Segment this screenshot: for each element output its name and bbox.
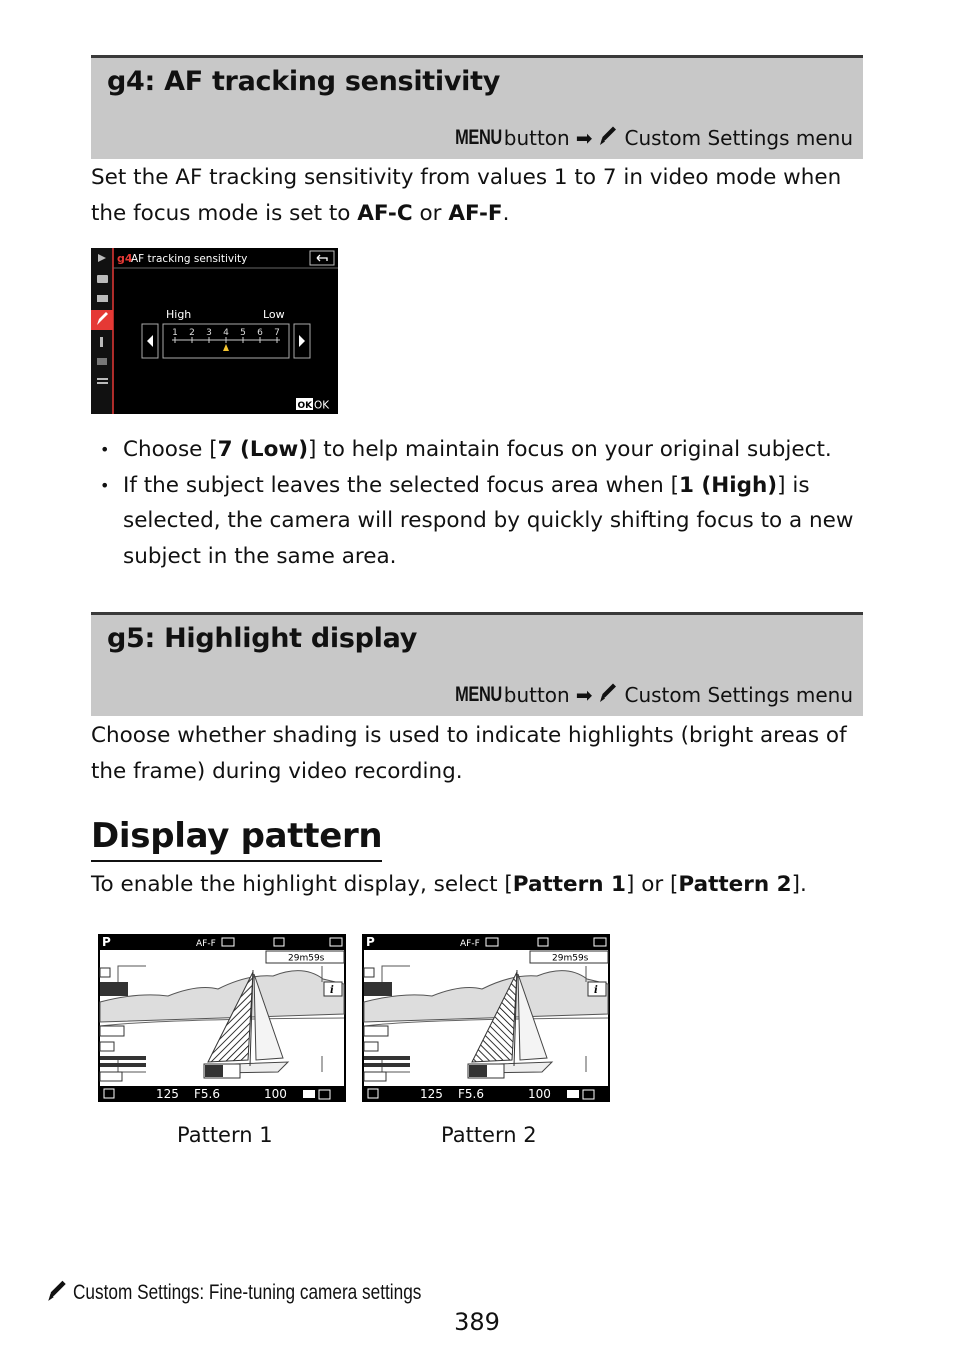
text-run: To enable the highlight display, select [ <box>91 872 513 897</box>
bullet-dot: • <box>100 475 110 495</box>
text-bold: AF-C <box>357 200 413 226</box>
bullet-text <box>123 432 860 468</box>
text-bold: 7 (Low) <box>217 437 309 462</box>
display-pattern-intro <box>91 867 863 903</box>
scale-label: 6 <box>257 328 263 338</box>
text-run: or <box>412 200 449 226</box>
focus-mode: AF-F <box>196 939 216 949</box>
menu-name: Custom Settings menu <box>624 125 853 150</box>
page-number: 389 <box>454 1308 500 1336</box>
camera-menu-graphic <box>91 248 338 414</box>
camera-menu-screen <box>91 248 338 414</box>
section-title: g5: Highlight display <box>107 623 418 654</box>
shooting-mode: P <box>102 935 111 949</box>
scale-label: 3 <box>206 328 212 338</box>
button-text: button <box>503 682 570 707</box>
menu-name: Custom Settings menu <box>624 682 853 707</box>
g4-description <box>91 160 863 231</box>
menu-item-title: AF tracking sensitivity <box>131 253 248 265</box>
display-pattern-heading: Display pattern <box>91 814 382 862</box>
pencil-icon <box>45 1278 69 1308</box>
viewfinder-graphic <box>98 934 346 1102</box>
pattern-2-caption: Pattern 2 <box>441 1123 537 1147</box>
movie-icon <box>97 295 108 302</box>
bullet-list <box>100 432 860 574</box>
bullet-item <box>100 432 860 468</box>
scale-label: 7 <box>274 328 280 338</box>
text-run: . <box>502 200 510 226</box>
section-title: g4: AF tracking sensitivity <box>107 66 501 97</box>
ok-badge-text: OK <box>297 401 313 411</box>
shutter-speed: 125 <box>420 1087 443 1101</box>
iso-value: 100 <box>528 1087 551 1101</box>
menu-button-label: MENU <box>455 682 502 706</box>
focus-mode: AF-F <box>460 939 480 949</box>
label-low: Low <box>263 308 285 321</box>
label-high: High <box>166 308 192 321</box>
shutter-speed: 125 <box>156 1087 179 1101</box>
text-run: ]. <box>791 872 807 897</box>
arrow-right-icon: ➡ <box>575 682 593 707</box>
text-bold: AF-F <box>448 200 503 226</box>
pattern-2-screen <box>362 934 610 1102</box>
text-run: Choose [ <box>123 437 218 462</box>
remaining-time: 29m59s <box>552 953 589 964</box>
arrow-right-icon: ➡ <box>575 125 593 150</box>
wrench-icon <box>100 337 103 347</box>
text-run: ] or [ <box>625 872 679 897</box>
shooting-mode: P <box>366 935 375 949</box>
bullet-dot: • <box>100 440 110 459</box>
iso-value: 100 <box>264 1087 287 1101</box>
scale-label: 2 <box>189 328 195 338</box>
aperture: F5.6 <box>458 1087 484 1101</box>
info-icon: i <box>594 985 598 996</box>
bullet-text <box>123 468 860 575</box>
pencil-icon <box>598 124 618 151</box>
footer-chapter-title[interactable]: Custom Settings: Fine-tuning camera settings <box>73 1281 422 1304</box>
scale-label: 1 <box>172 328 178 338</box>
menu-path <box>442 124 853 151</box>
mymenu-icon <box>97 378 108 380</box>
menu-item-code: g4 <box>117 252 133 265</box>
pencil-icon <box>598 681 618 708</box>
footer-chapter <box>45 1278 498 1308</box>
menu-button-label: MENU <box>455 125 502 149</box>
text-bold: 1 (High) <box>678 472 778 498</box>
g5-description: Choose whether shading is used to indicate highlights (bright areas of the frame) during video recording. <box>91 723 847 784</box>
remaining-time: 29m59s <box>288 953 325 964</box>
pattern-1-caption: Pattern 1 <box>177 1123 273 1147</box>
camera-icon <box>97 275 108 283</box>
viewfinder-graphic <box>362 934 610 1102</box>
ok-label[interactable]: OK <box>314 399 330 412</box>
text-run: ] to help maintain focus on your original subject. <box>308 437 832 462</box>
scale-label: 4 <box>223 328 229 338</box>
info-icon: i <box>330 985 334 996</box>
text-bold: Pattern 2 <box>678 872 792 897</box>
text-run: Set the AF tracking sensitivity from values 1 to 7 in video mode when the focus mode is set to <box>91 165 842 226</box>
text-run: ] is selected, the camera will respond by quickly shifting focus to a new subject in the same area. <box>123 472 854 569</box>
button-text: button <box>503 125 570 150</box>
scale-label: 5 <box>240 328 246 338</box>
pattern-1-screen <box>98 934 346 1102</box>
text-run: If the subject leaves the selected focus area when [ <box>123 472 679 498</box>
retouch-icon <box>97 358 107 365</box>
bullet-item <box>100 468 860 575</box>
menu-path <box>442 681 853 708</box>
section-header-g5 <box>91 612 863 716</box>
aperture: F5.6 <box>194 1087 220 1101</box>
text-bold: Pattern 1 <box>512 872 626 897</box>
section-header-g4 <box>91 55 863 159</box>
